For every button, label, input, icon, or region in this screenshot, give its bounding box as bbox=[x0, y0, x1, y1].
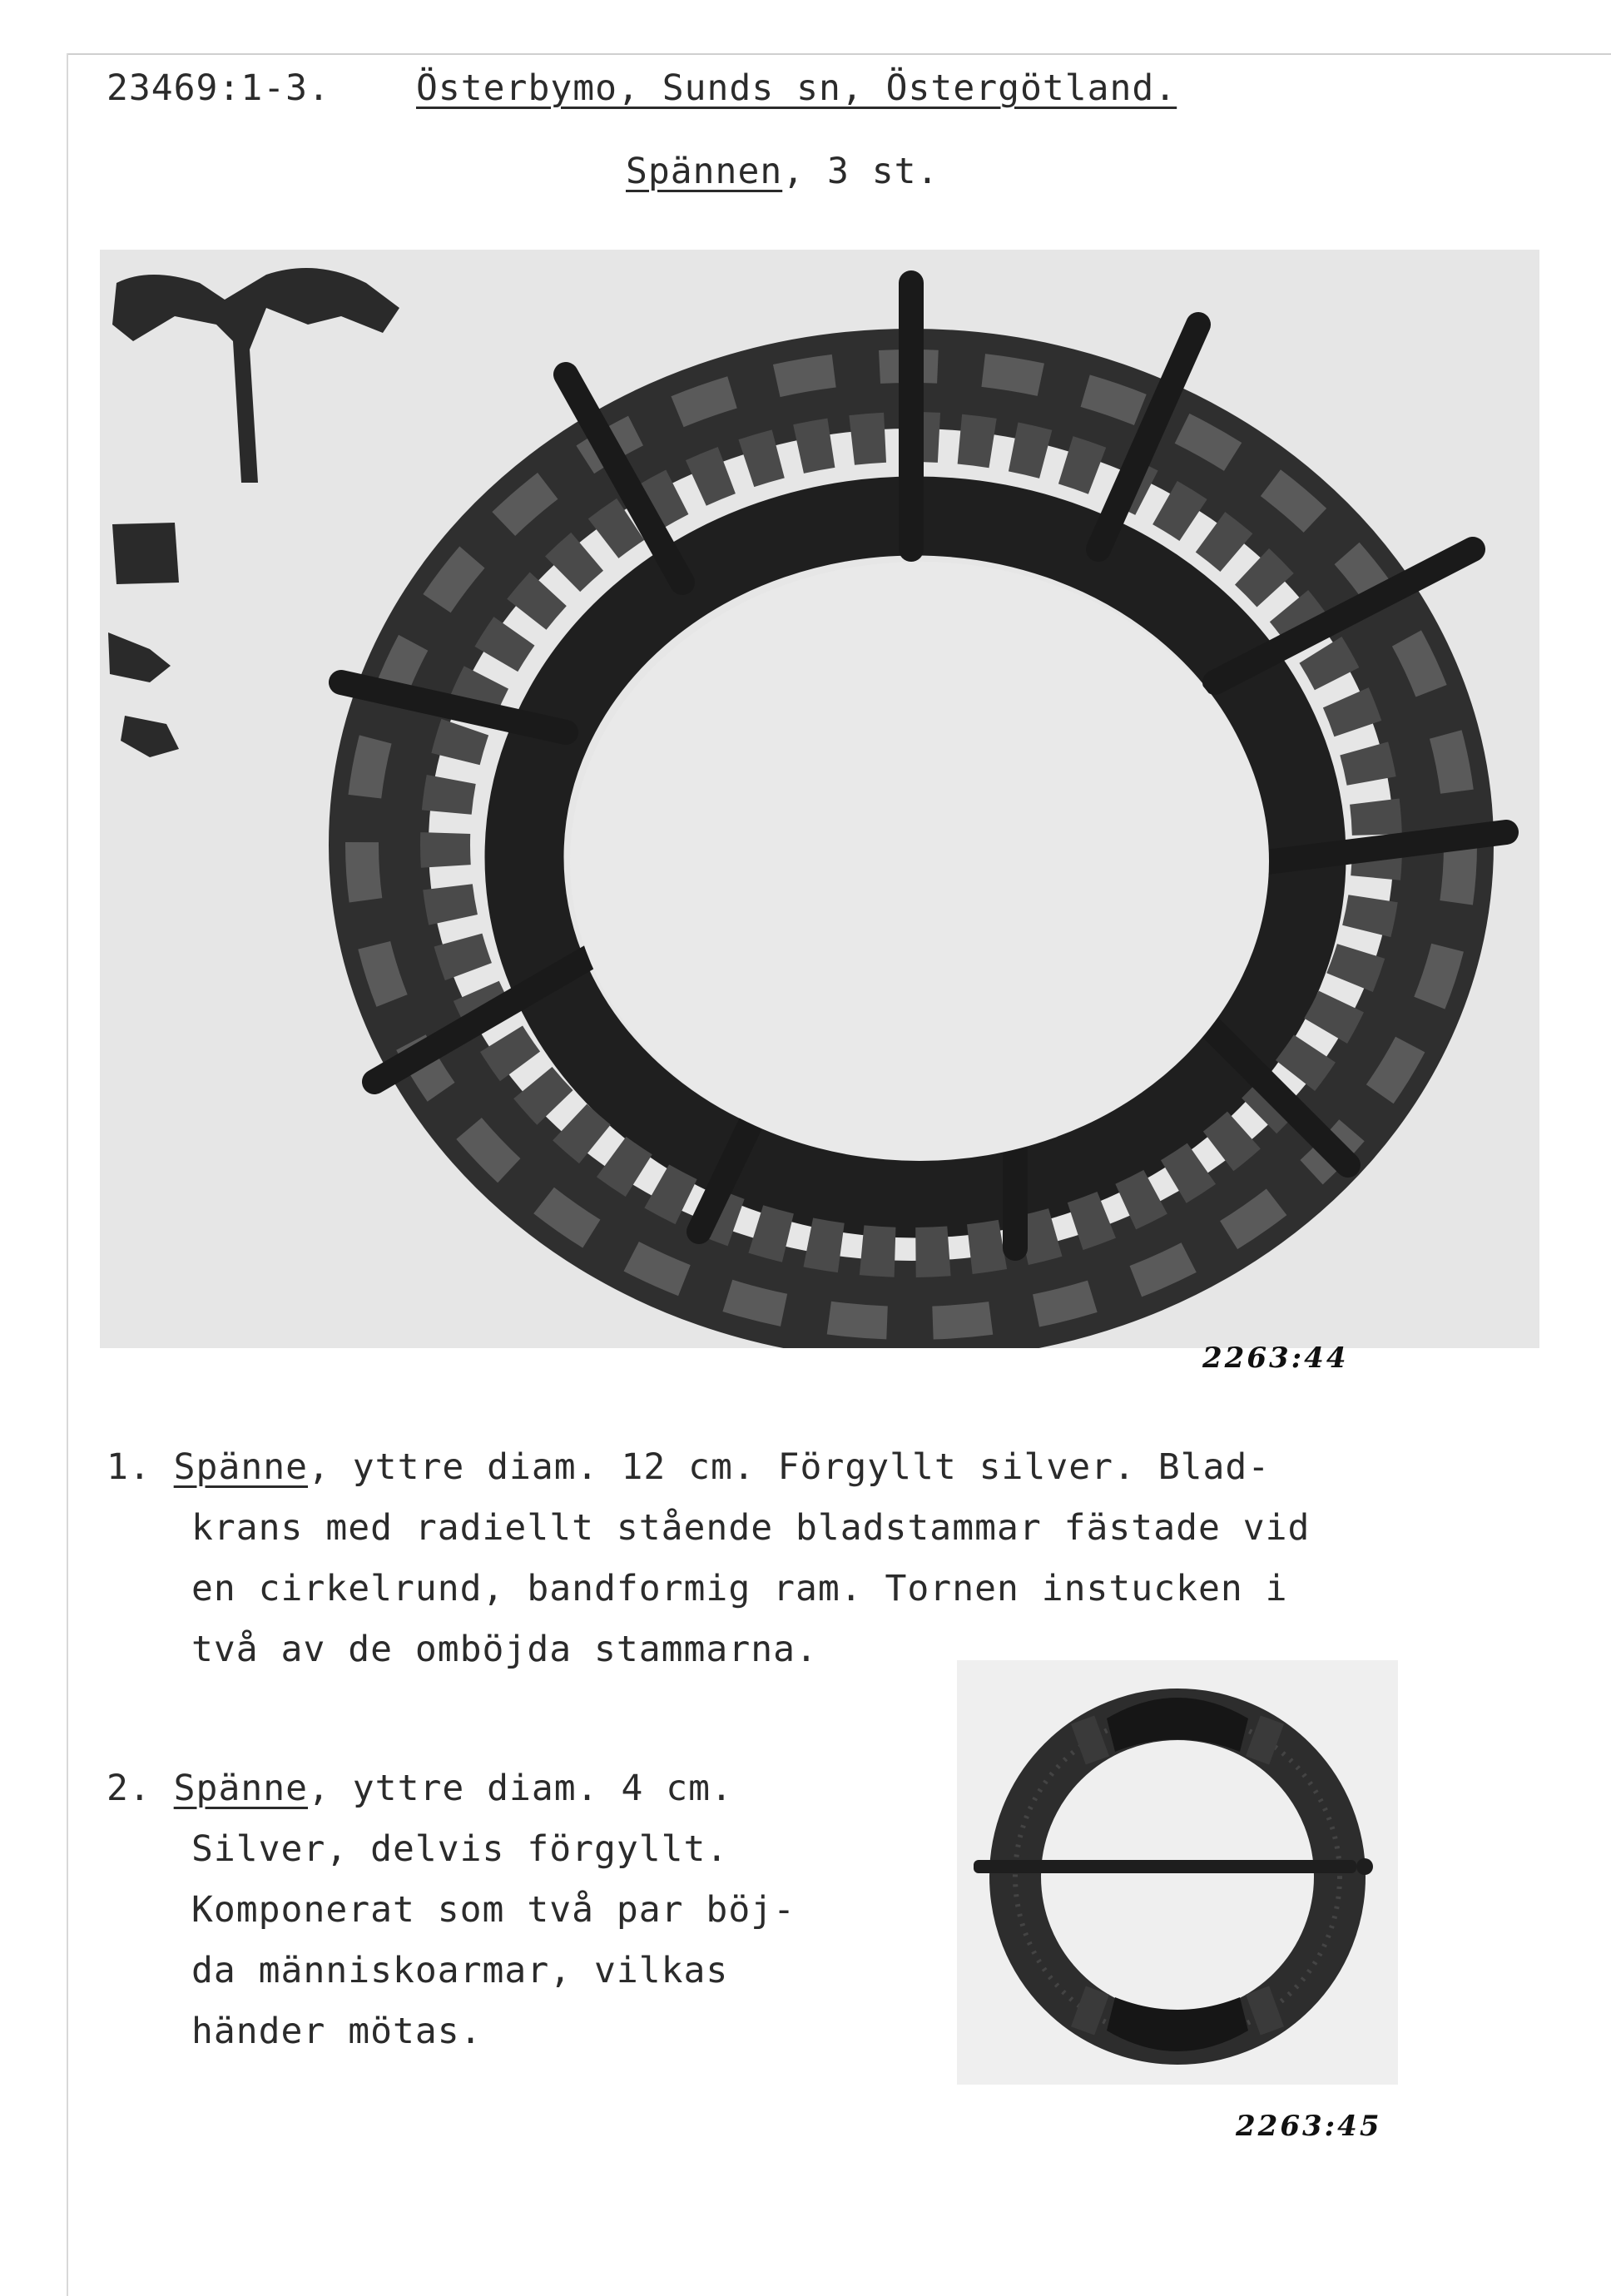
entry-text-line: , yttre diam. 4 cm. bbox=[308, 1768, 733, 1809]
object-heading bbox=[626, 151, 939, 192]
inventory-number: 23469:1-3. bbox=[107, 67, 330, 109]
entry-text-line: händer mötas. bbox=[191, 2011, 483, 2052]
entry-text-line: , yttre diam. 12 cm. Förgyllt silver. Blad- bbox=[308, 1446, 1271, 1488]
card-left-edge bbox=[67, 53, 68, 2296]
entry-title: Spänne bbox=[173, 1446, 309, 1488]
object-heading-title: Spännen bbox=[626, 151, 783, 192]
find-location: Österbymo, Sunds sn, Östergötland. bbox=[416, 67, 1177, 109]
entry-number: 2. bbox=[107, 1768, 151, 1809]
card-top-edge bbox=[67, 53, 1611, 55]
wreath-brooch-photo bbox=[100, 250, 1539, 1348]
entry-text-line: krans med radiellt stående bladstammar fästade vid bbox=[191, 1507, 1311, 1549]
entry-text-line: da människoarmar, vilkas bbox=[191, 1950, 729, 1991]
entry-text-line: två av de omböjda stammarna. bbox=[191, 1629, 818, 1670]
ring-brooch-image bbox=[957, 1660, 1398, 2085]
wreath-brooch-image bbox=[100, 250, 1539, 1348]
ring-brooch-photo bbox=[957, 1660, 1398, 2085]
entry-title: Spänne bbox=[173, 1768, 309, 1809]
entry-text-line: Silver, delvis förgyllt. bbox=[191, 1828, 729, 1870]
entry-text-line: en cirkelrund, bandformig ram. Tornen instucken i bbox=[191, 1568, 1288, 1609]
photo-catalog-number: 2263:44 bbox=[1202, 1341, 1349, 1375]
entry-1-first-line bbox=[107, 1446, 1271, 1488]
entry-2-first-line bbox=[107, 1768, 733, 1809]
entry-number: 1. bbox=[107, 1446, 151, 1488]
object-heading-count: , 3 st. bbox=[782, 151, 939, 192]
photo-catalog-number: 2263:45 bbox=[1236, 2110, 1382, 2143]
entry-text-line: Komponerat som två par böj- bbox=[191, 1889, 796, 1931]
